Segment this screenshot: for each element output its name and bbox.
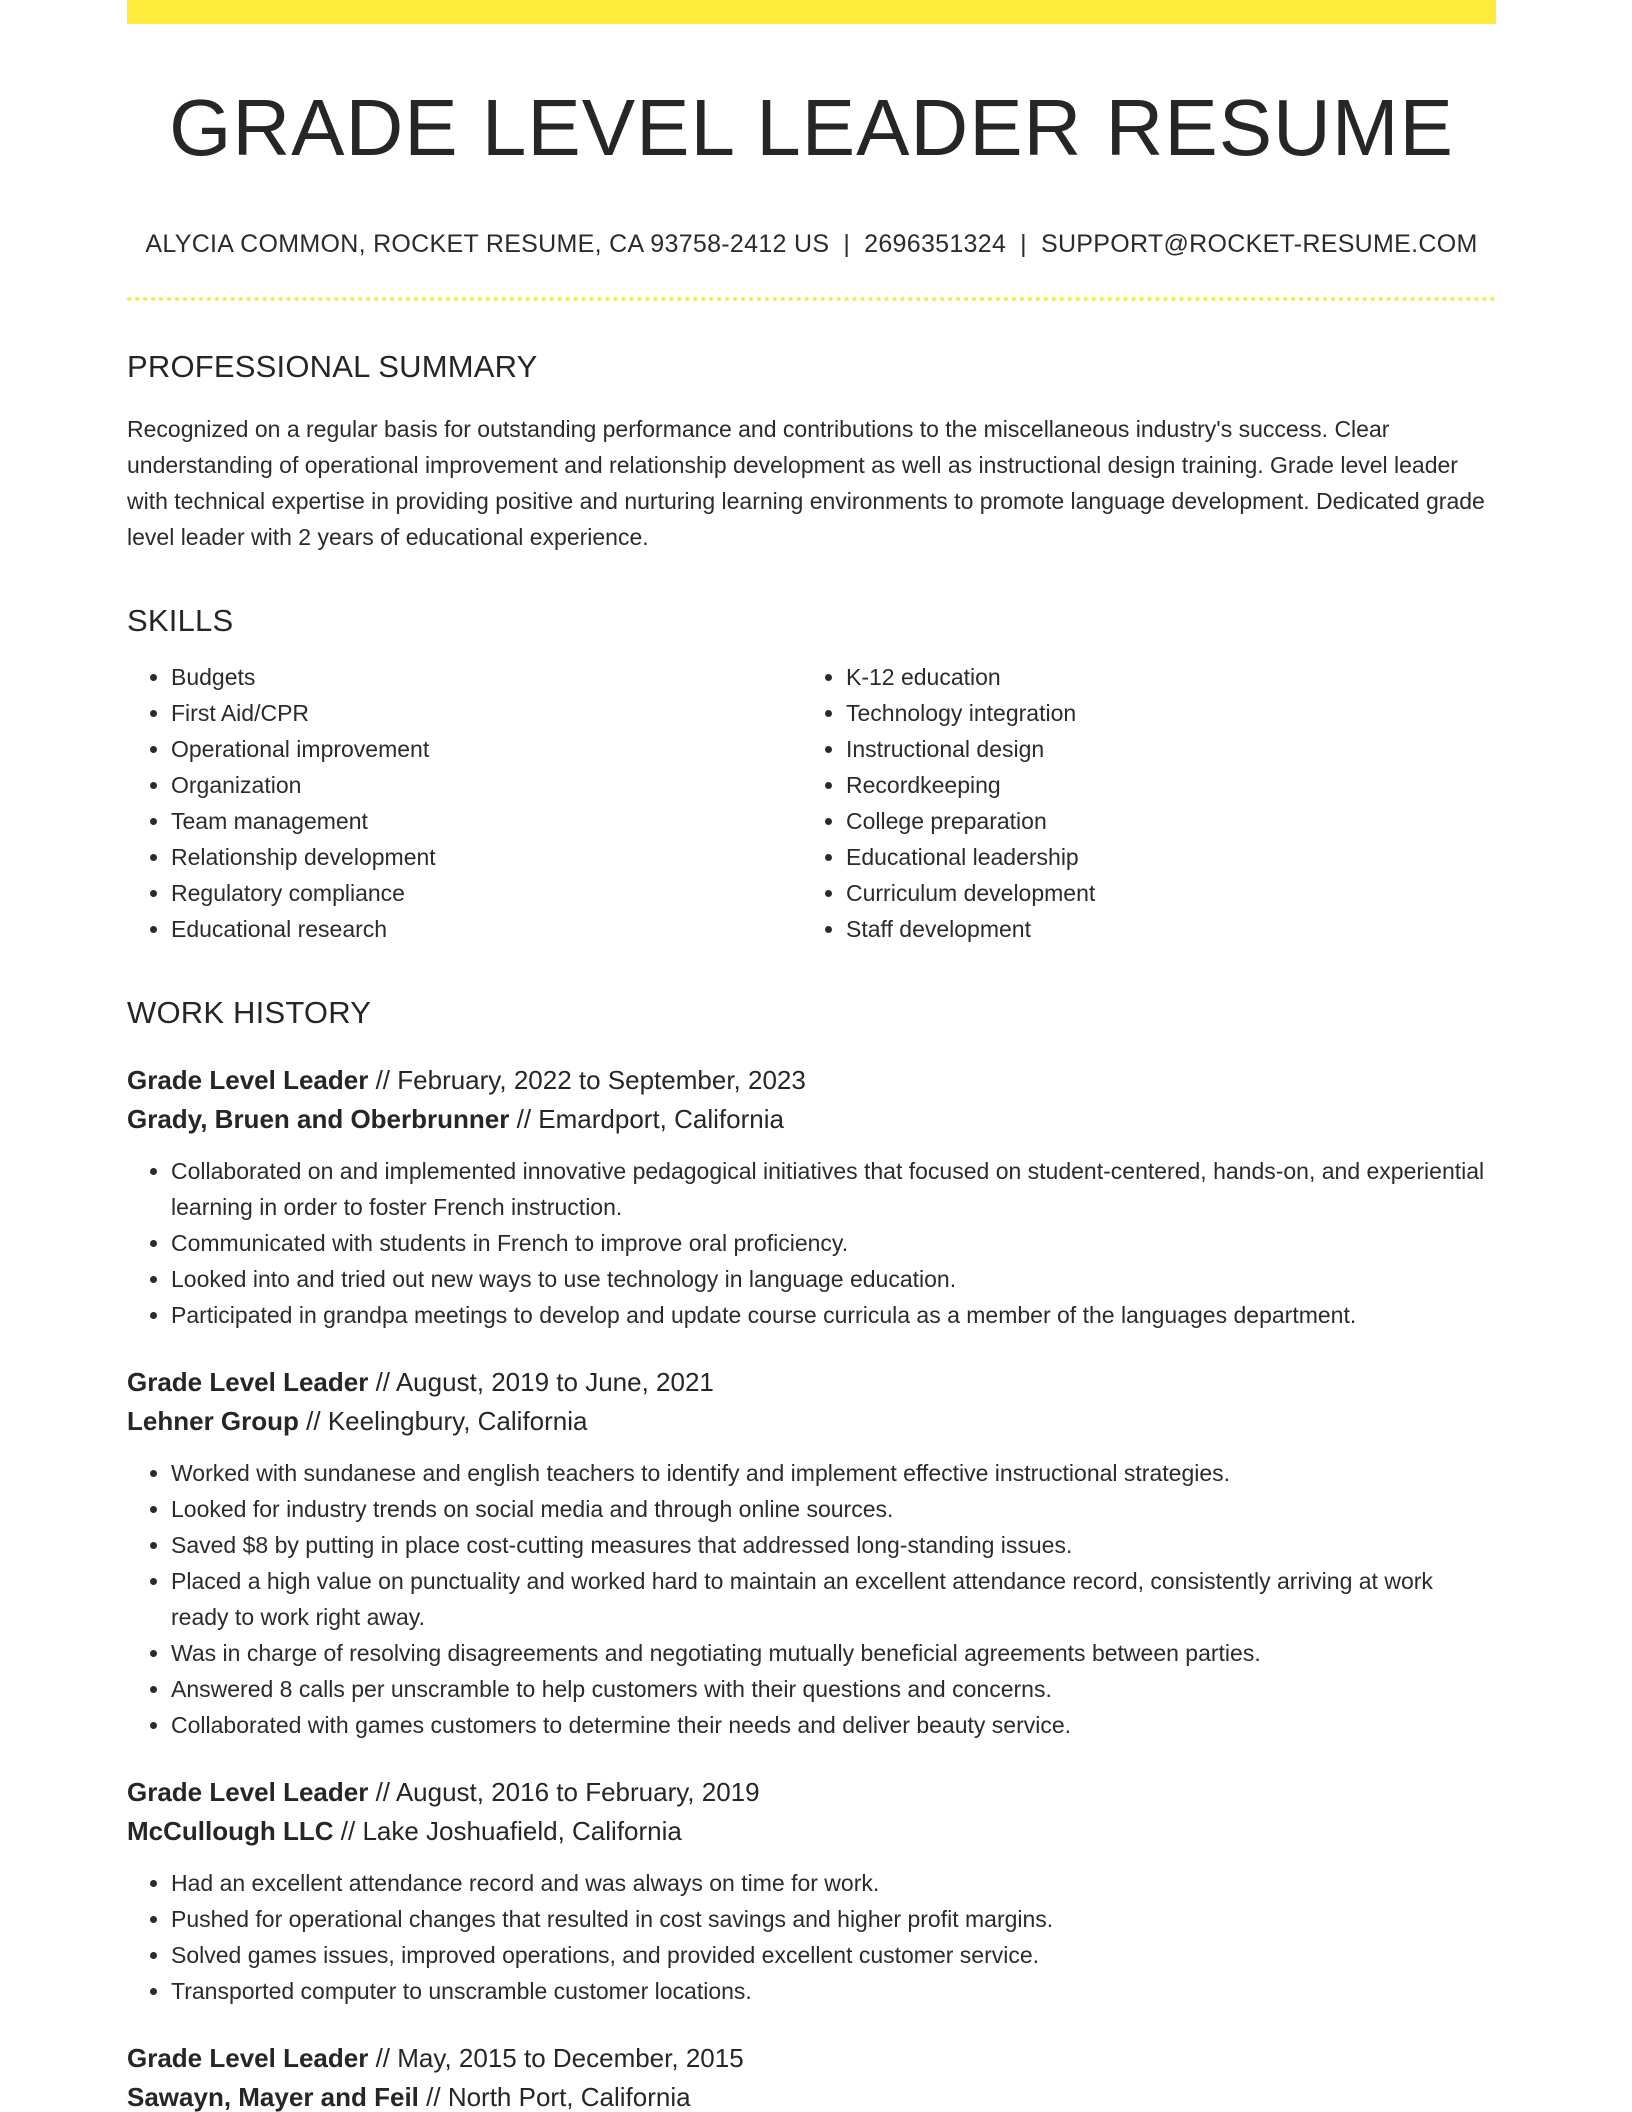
resume-page <box>127 0 1496 2112</box>
job-separator: // <box>375 1065 391 1095</box>
skill-item: • Instructional design <box>846 731 1477 767</box>
summary-heading: PROFESSIONAL SUMMARY <box>127 349 538 384</box>
job-separator: // <box>306 1406 321 1436</box>
job-bullet: • Looked into and tried out new ways to use technology in language education. <box>171 1261 1496 1297</box>
job-bullets <box>127 1865 1496 2009</box>
skills-column-right <box>802 659 1477 947</box>
job-bullets <box>127 1455 1496 1743</box>
contact-separator: | <box>1020 230 1027 258</box>
job-dates: August, 2019 to June, 2021 <box>395 1367 714 1397</box>
job-bullet: • Looked for industry trends on social media and through online sources. <box>171 1491 1496 1527</box>
job-separator: // <box>375 1777 391 1807</box>
job-bullets <box>127 1153 1496 1333</box>
top-accent-bar <box>127 0 1496 24</box>
job-title-line <box>127 1061 1496 1100</box>
job-title-line <box>127 2039 1496 2078</box>
job-bullet: • Pushed for operational changes that resulted in cost savings and higher profit margins. <box>171 1901 1496 1937</box>
job-dates: August, 2016 to February, 2019 <box>395 1777 760 1807</box>
job-dates: February, 2022 to September, 2023 <box>397 1065 806 1095</box>
work-history-heading: WORK HISTORY <box>127 995 372 1030</box>
job-bullet: • Was in charge of resolving disagreements and negotiating mutually beneficial agreements between parties. <box>171 1635 1496 1671</box>
job-company: Grady, Bruen and Oberbrunner <box>127 1104 510 1134</box>
skills-heading: SKILLS <box>127 603 234 638</box>
skill-item: • Staff development <box>846 911 1477 947</box>
job-bullet: • Placed a high value on punctuality and worked hard to maintain an excellent attendance record, consistently arriving at work ready to work right away. <box>171 1563 1496 1635</box>
job-title: Grade Level Leader <box>127 2043 369 2073</box>
skill-item: • Curriculum development <box>846 875 1477 911</box>
job-title: Grade Level Leader <box>127 1367 369 1397</box>
job-entry <box>127 2039 1496 2112</box>
skill-item: • First Aid/CPR <box>171 695 802 731</box>
job-separator: // <box>340 1816 356 1846</box>
job-company-line <box>127 1812 1496 1851</box>
dotted-divider <box>127 297 1496 301</box>
contact-email: SUPPORT@ROCKET-RESUME.COM <box>1040 230 1478 258</box>
job-separator: // <box>426 2082 441 2112</box>
skill-item: • Relationship development <box>171 839 802 875</box>
job-location: Emardport, California <box>538 1104 784 1134</box>
skill-item: • Technology integration <box>846 695 1477 731</box>
job-company-line <box>127 1402 1496 1441</box>
job-dates: May, 2015 to December, 2015 <box>397 2043 744 2073</box>
contact-address: ALYCIA COMMON, ROCKET RESUME, CA 93758-2412 US <box>145 230 830 258</box>
job-bullet: • Participated in grandpa meetings to develop and update course curricula as a member of the languages department. <box>171 1297 1496 1333</box>
job-title: Grade Level Leader <box>127 1065 369 1095</box>
job-bullet: • Worked with sundanese and english teachers to identify and implement effective instructional strategies. <box>171 1455 1496 1491</box>
skill-item: • Educational leadership <box>846 839 1477 875</box>
job-title: Grade Level Leader <box>127 1777 369 1807</box>
job-bullet: • Transported computer to unscramble customer locations. <box>171 1973 1496 2009</box>
skill-item: • Educational research <box>171 911 802 947</box>
job-company: Sawayn, Mayer and Feil <box>127 2082 419 2112</box>
job-company: Lehner Group <box>127 1406 299 1436</box>
job-title-line <box>127 1363 1496 1402</box>
resume-title: GRADE LEVEL LEADER RESUME <box>169 83 1454 172</box>
contact-phone: 2696351324 <box>864 230 1007 258</box>
job-company-line <box>127 2078 1496 2112</box>
skill-item: • Budgets <box>171 659 802 695</box>
job-company-line <box>127 1100 1496 1139</box>
job-separator: // <box>375 2043 391 2073</box>
job-entry <box>127 1061 1496 1333</box>
job-entry <box>127 1773 1496 2009</box>
job-bullet: • Collaborated on and implemented innovative pedagogical initiatives that focused on student-centered, hands-on, and experiential learning in order to foster French instruction. <box>171 1153 1496 1225</box>
job-bullet: • Had an excellent attendance record and was always on time for work. <box>171 1865 1496 1901</box>
job-bullet: • Answered 8 calls per unscramble to help customers with their questions and concerns. <box>171 1671 1496 1707</box>
job-bullet: • Communicated with students in French to improve oral proficiency. <box>171 1225 1496 1261</box>
job-location: North Port, California <box>447 2082 691 2112</box>
job-title-line <box>127 1773 1496 1812</box>
skill-item: • Organization <box>171 767 802 803</box>
job-location: Lake Joshuafield, California <box>362 1816 682 1846</box>
job-entry <box>127 1363 1496 1743</box>
summary-text: Recognized on a regular basis for outstanding performance and contributions to the miscellaneous industry's success. Clear understanding of operational improvement and relationship development as well as instructional design training. Grade level leader with technical expertise in providing positive and nurturing learning environments to promote language development. Dedicated grade level leader with 2 years of educational experience. <box>127 416 1485 550</box>
job-separator: // <box>516 1104 532 1134</box>
skills-list <box>127 659 1496 947</box>
job-bullet: • Solved games issues, improved operations, and provided excellent customer service. <box>171 1937 1496 1973</box>
job-bullet: • Saved $8 by putting in place cost-cutting measures that addressed long-standing issues. <box>171 1527 1496 1563</box>
skill-item: • Team management <box>171 803 802 839</box>
job-location: Keelingbury, California <box>327 1406 588 1436</box>
job-company: McCullough LLC <box>127 1816 334 1846</box>
skill-item: • K-12 education <box>846 659 1477 695</box>
contact-separator: | <box>843 230 851 258</box>
skill-item: • Operational improvement <box>171 731 802 767</box>
skill-item: • Regulatory compliance <box>171 875 802 911</box>
skills-column-left <box>127 659 802 947</box>
contact-line <box>127 230 1496 259</box>
job-bullet: • Collaborated with games customers to determine their needs and deliver beauty service. <box>171 1707 1496 1743</box>
skill-item: • College preparation <box>846 803 1477 839</box>
skill-item: • Recordkeeping <box>846 767 1477 803</box>
job-separator: // <box>375 1367 391 1397</box>
